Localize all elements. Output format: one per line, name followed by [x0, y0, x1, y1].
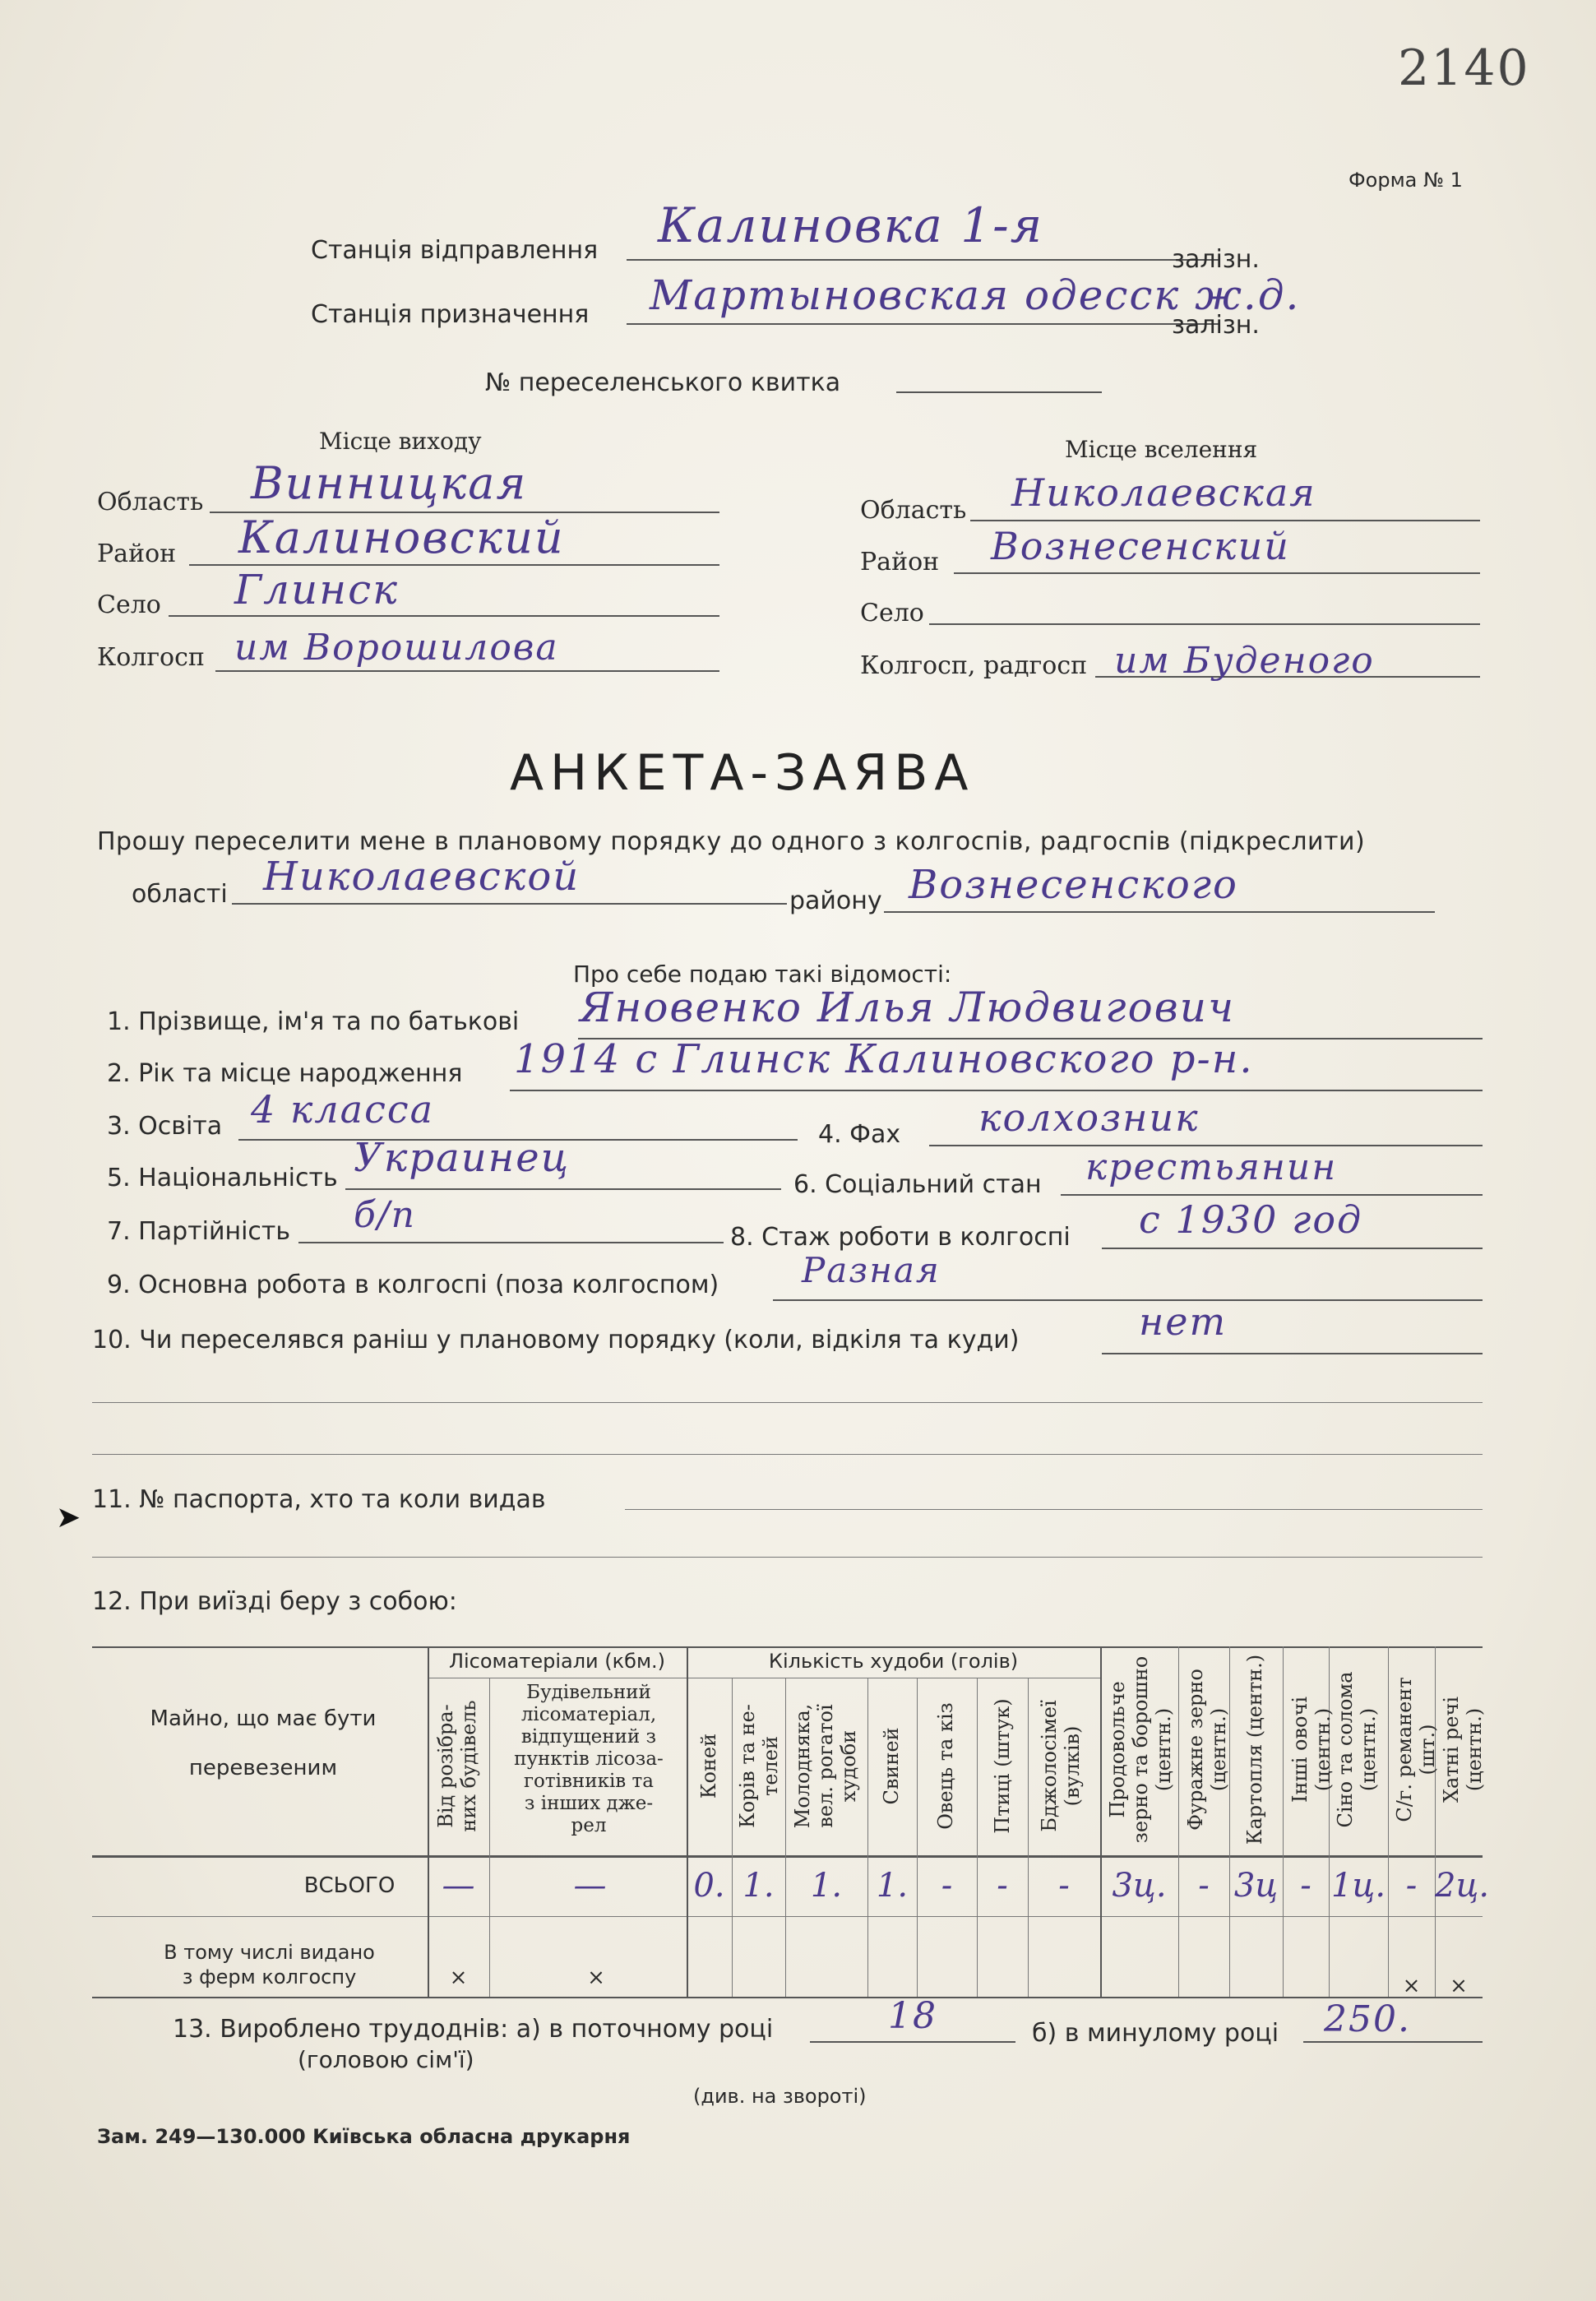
col-divider [489, 1678, 490, 1997]
col-cows-header: Корів та не- телей [736, 1704, 782, 1828]
q5-line [345, 1188, 781, 1190]
row-total-cell: 2ц. [1435, 1867, 1490, 1905]
col-poultry-header: Птиці (штук) [991, 1698, 1014, 1834]
col-potato-header: Картопля (центн.) [1243, 1654, 1266, 1845]
settle-raion-line [954, 572, 1480, 574]
raionu-value: Вознесенского [909, 862, 1238, 908]
q11-line [625, 1509, 1483, 1510]
col-divider [1028, 1678, 1029, 1997]
q13-label: 13. Вироблено трудоднів: а) в поточному році [173, 2015, 774, 2044]
farm-mark-implements: × [1402, 1974, 1421, 1998]
exit-selo-line [169, 615, 719, 617]
q13-current-line [810, 2041, 1015, 2043]
ticket-line [896, 391, 1102, 393]
q8-line [1102, 1248, 1483, 1249]
q9-label: 9. Основна робота в колгоспі (поза колгоспом) [107, 1271, 719, 1299]
railway-suffix-2: залізн. [1172, 311, 1260, 340]
table-row-divider [92, 1916, 1483, 1917]
settle-kolhosp-label: Колгосп, радгосп [860, 651, 1088, 680]
q2-line [510, 1090, 1483, 1091]
exit-selo-label: Село [97, 590, 161, 619]
printer-imprint: Зам. 249—130.000 Київська обласна друкарня [97, 2125, 631, 2148]
settle-heading: Місце вселення [1065, 436, 1258, 463]
col-divider [1388, 1646, 1389, 1997]
row-farm-label-2: з ферм колгоспу [182, 1965, 357, 1988]
departure-station-label: Станція відправлення [311, 236, 599, 265]
q13-sub: (головою сім'ї) [298, 2046, 474, 2073]
see-reverse-note: (див. на звороті) [693, 2085, 867, 2108]
destination-station-value: Мартыновская одесск ж.д. [650, 271, 1301, 319]
exit-selo-value: Глинск [234, 566, 399, 613]
row-total-cell: - [997, 1867, 1008, 1905]
archive-number: 2140 [1398, 39, 1530, 97]
farm-mark-building: × [587, 1965, 605, 1990]
exit-kolhosp-line [215, 670, 719, 672]
row-total-cell: 1ц. [1330, 1867, 1386, 1905]
destination-station-line [627, 323, 1219, 325]
settle-kolhosp-value: им Буденого [1114, 640, 1375, 682]
col-divider [917, 1678, 918, 1997]
q6-line [1061, 1194, 1483, 1196]
settle-oblast-value: Николаевская [1011, 470, 1316, 515]
col-divider [732, 1678, 733, 1997]
exit-kolhosp-label: Колгосп [97, 643, 205, 672]
col-dismantled-header: Від розібра- них будівель [434, 1700, 480, 1832]
col-hay-header: Сіно та солома (центн.) [1334, 1671, 1380, 1828]
info-intro: Про себе подаю такі відомості: [573, 961, 952, 988]
row-total-cell: 3ц. [1112, 1867, 1167, 1905]
settle-selo-line [929, 623, 1480, 625]
destination-station-label: Станція призначення [311, 300, 590, 329]
row-total-cell: - [1058, 1867, 1070, 1905]
q12-label: 12. При виїзді беру з собою: [92, 1587, 457, 1616]
q10-line [1102, 1353, 1483, 1354]
farm-mark-household: × [1450, 1974, 1468, 1998]
q13-current-value: 18 [888, 1995, 937, 2037]
col-divider [1283, 1646, 1284, 1997]
q13-b-label: б) в минулому році [1032, 2019, 1279, 2048]
row-total-cell: — [573, 1867, 607, 1905]
col-food-grain-header: Продовольче зерно та борошно (центн.) [1106, 1655, 1175, 1844]
col-divider [977, 1678, 978, 1997]
settle-oblast-label: Область [860, 496, 967, 525]
q4-label: 4. Фах [818, 1120, 901, 1149]
settle-oblast-line [970, 520, 1480, 521]
raionu-label: району [789, 887, 882, 915]
q9-value: Разная [802, 1250, 941, 1290]
col-divider [1100, 1646, 1102, 1997]
form-number: Форма № 1 [1349, 169, 1463, 192]
exit-kolhosp-value: им Ворошилова [234, 627, 559, 669]
q3-label: 3. Освіта [107, 1112, 223, 1141]
q10-value: нет [1139, 1299, 1228, 1344]
col-young-header: Молодняка, вел. рогатої худоби [791, 1703, 860, 1829]
livestock-group-header: Кількість худоби (голів) [768, 1650, 1019, 1673]
property-header-2: перевезеним [188, 1756, 338, 1780]
row-total-cell: - [941, 1867, 953, 1905]
oblasti-value: Николаевской [263, 854, 581, 900]
col-sheep-header: Овець та кіз [934, 1702, 957, 1830]
col-divider [428, 1646, 429, 1997]
q5-value: Украинец [354, 1135, 571, 1181]
railway-suffix-1: залізн. [1172, 245, 1260, 274]
margin-arrow-mark: ➤ [56, 1501, 81, 1535]
row-total-cell: 1. [876, 1867, 909, 1905]
q7-value: б/п [354, 1194, 417, 1236]
departure-station-line [627, 259, 1219, 261]
q2-value: 1914 с Глинск Калиновского р-н. [514, 1036, 1254, 1082]
property-header-1: Майно, що має бути [150, 1706, 377, 1731]
col-implements-header: С/г. реманент (шт.) [1393, 1677, 1439, 1822]
row-total-cell: - [1300, 1867, 1311, 1905]
exit-oblast-value: Винницкая [251, 457, 528, 509]
row-total-cell: 1. [742, 1867, 775, 1905]
q8-value: с 1930 год [1139, 1197, 1363, 1242]
departure-station-value: Калиновка 1-я [658, 197, 1044, 253]
oblasti-label: області [132, 880, 228, 909]
raionu-line [884, 911, 1435, 913]
table-top-border [92, 1646, 1483, 1648]
q1-value: Яновенко Илья Людвигович [580, 984, 1236, 1031]
q2-label: 2. Рік та місце народження [107, 1059, 463, 1088]
col-veg-header: Інші овочі (центн.) [1288, 1696, 1335, 1803]
q10-label: 10. Чи переселявся раніш у плановому порядку (коли, відкіля та куди) [92, 1326, 1020, 1354]
q13-previous-line [1303, 2041, 1483, 2043]
lumber-group-header: Лісоматеріали (кбм.) [448, 1650, 666, 1673]
farm-mark-dismantled: × [449, 1965, 468, 1990]
q10-extra-line-2 [92, 1454, 1483, 1455]
col-pigs-header: Свиней [880, 1727, 903, 1805]
col-fodder-header: Фуражне зерно (центн.) [1184, 1669, 1230, 1831]
col-divider [867, 1678, 868, 1997]
q1-label: 1. Прізвище, ім'я та по батькові [107, 1007, 520, 1036]
row-total-cell: 0. [693, 1867, 725, 1905]
request-line: Прошу переселити мене в плановому порядку до одного з колгоспів, радгоспів (підкреслити) [97, 827, 1366, 856]
col-divider [785, 1678, 786, 1997]
q4-value: колхозник [978, 1095, 1200, 1140]
col-household-header: Хатні речі (центн.) [1440, 1696, 1486, 1803]
row-total-cell: 3ц [1233, 1867, 1279, 1905]
table-header-bottom-border [92, 1855, 1483, 1858]
row-total-cell: - [1405, 1867, 1418, 1905]
q11-label: 11. № паспорта, хто та коли видав [92, 1485, 546, 1514]
q6-value: крестьянин [1085, 1146, 1338, 1188]
q8-label: 8. Стаж роботи в колгоспі [730, 1223, 1071, 1252]
q5-label: 5. Національність [107, 1164, 338, 1192]
col-building-header: Будівельний лісоматеріал, відпущений з пунктів лісоза- готівників та з інших дже- рел [514, 1682, 664, 1836]
exit-heading: Місце виходу [319, 428, 482, 455]
exit-oblast-label: Область [97, 488, 204, 516]
exit-raion-label: Район [97, 539, 177, 568]
row-farm-label-1: В тому числі видано [164, 1941, 375, 1964]
q13-previous-value: 250. [1324, 1998, 1411, 2040]
q7-label: 7. Партійність [107, 1217, 291, 1246]
page-title: АНКЕТА-ЗАЯВА [510, 744, 975, 802]
settle-selo-label: Село [860, 599, 924, 627]
col-divider [687, 1646, 688, 1997]
settle-raion-value: Вознесенский [991, 524, 1290, 568]
col-divider [1178, 1646, 1179, 1997]
q7-line [298, 1242, 724, 1243]
table-bottom-border [92, 1997, 1483, 1998]
row-total-cell: 1. [810, 1867, 843, 1905]
q10-extra-line-1 [92, 1402, 1483, 1403]
q6-label: 6. Соціальний стан [793, 1170, 1042, 1199]
row-total-cell: — [442, 1867, 475, 1905]
exit-raion-value: Калиновский [238, 512, 565, 563]
col-bees-header: Бджолосімеї (вулків) [1038, 1700, 1084, 1832]
row-total-label: ВСЬОГО [303, 1873, 396, 1898]
col-horses-header: Коней [697, 1733, 720, 1799]
q11-extra-line [92, 1557, 1483, 1558]
q3-value: 4 класса [251, 1087, 435, 1132]
row-total-cell: - [1198, 1867, 1210, 1905]
oblasti-line [232, 903, 787, 905]
ticket-label: № переселенського квитка [485, 368, 841, 397]
q9-line [773, 1299, 1483, 1301]
settle-raion-label: Район [860, 548, 940, 576]
